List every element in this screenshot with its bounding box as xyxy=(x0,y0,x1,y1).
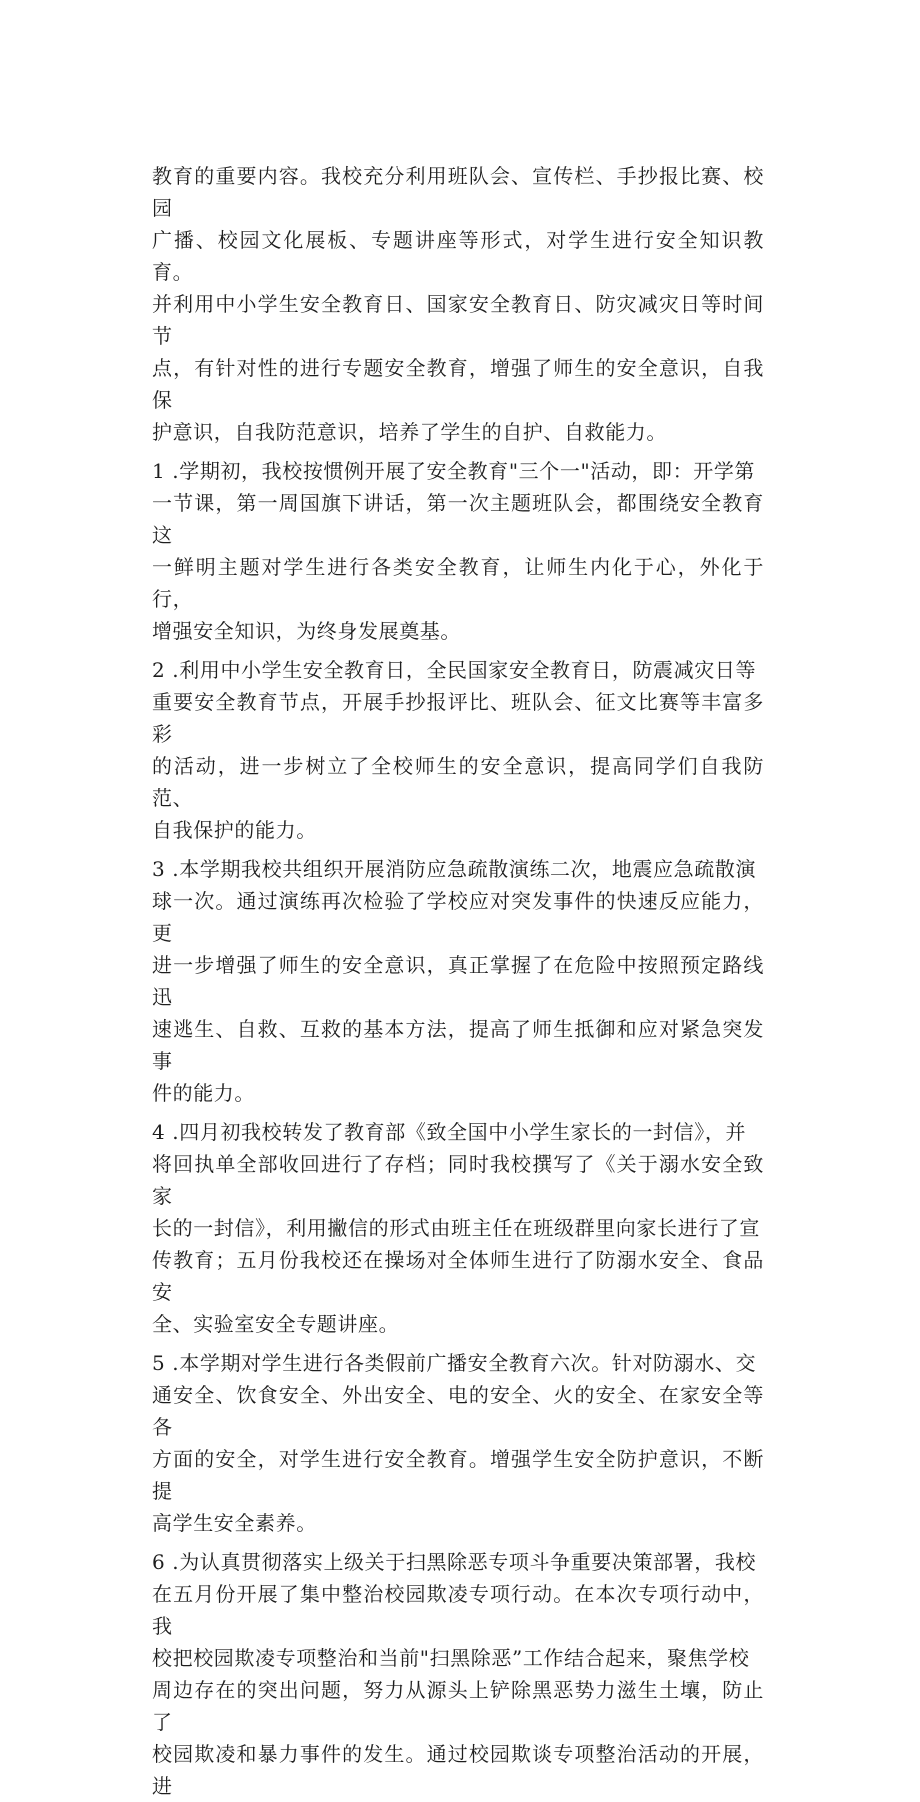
item-2-paragraph: 2 .利用中小学生安全教育日，全民国家安全教育日，防震减灾日等 重要安全教育节点，开展手抄报评比、班队会、征文比赛等丰富多彩 的活动，进一步树立了全校师生的安全意识，提高同学们自我防范、 自我保护的能力。 xyxy=(152,658,764,842)
intro-paragraph: 教育的重要内容。我校充分利用班队会、宣传栏、手抄报比赛、校园 广播、校园文化展板、专题讲座等形式，对学生进行安全知识教育。 并利用中小学生安全教育日、国家安全教育日、防灾减灾日等时间节 点，有针对性的进行专题安全教育，增强了师生的安全意识，自我保 护意识，自我防范意识，培养了学生的自护、自救能力。 xyxy=(152,164,764,444)
item-6-paragraph: 6 .为认真贯彻落实上级关于扫黑除恶专项斗争重要决策部署，我校 在五月份开展了集中整治校园欺凌专项行动。在本次专项行动中，我 校把校园欺凌专项整治和当前"扫黑除恶”工作结合起来，聚焦学校 周边存在的突出问题，努力从源头上铲除黑恶势力滋生土壤，防止了 校园欺凌和暴力事件的发生。通过校园欺谈专项整治活动的开展，进 xyxy=(152,1550,764,1798)
item-1-paragraph: 1 .学期初，我校按惯例开展了安全教育"三个一"活动，即：开学第 一节课，第一周国旗下讲话，第一次主题班队会，都围绕安全教育这 一鲜明主题对学生进行各类安全教育，让师生内化于心，外化于行， 增强安全知识，为终身发展奠基。 xyxy=(152,459,764,643)
document-body xyxy=(152,160,764,1802)
item-4-paragraph: 4 .四月初我校转发了教育部《致全国中小学生家长的一封信》，并 将回执单全部收回进行了存档；同时我校撰写了《关于溺水安全致家 长的一封信》，利用撇信的形式由班主任在班级群里向家长进行了宣 传教育；五月份我校还在操场对全体师生进行了防溺水安全、食品安 全、实验室安全专题讲座。 xyxy=(152,1120,764,1336)
item-3-paragraph: 3 .本学期我校共组织开展消防应急疏散演练二次，地震应急疏散演 球一次。通过演练再次检验了学校应对突发事件的快速反应能力，更 进一步增强了师生的安全意识，真正掌握了在危险中按照预定路线迅 速逃生、自救、互救的基本方法，提高了师生抵御和应对紧急突发事 件的能力。 xyxy=(152,857,764,1105)
item-5-paragraph: 5 .本学期对学生进行各类假前广播安全教育六次。针对防溺水、交 通安全、饮食安全、外出安全、电的安全、火的安全、在家安全等各 方面的安全，对学生进行安全教育。增强学生安全防护意识，不断提 高学生安全素养。 xyxy=(152,1351,764,1535)
